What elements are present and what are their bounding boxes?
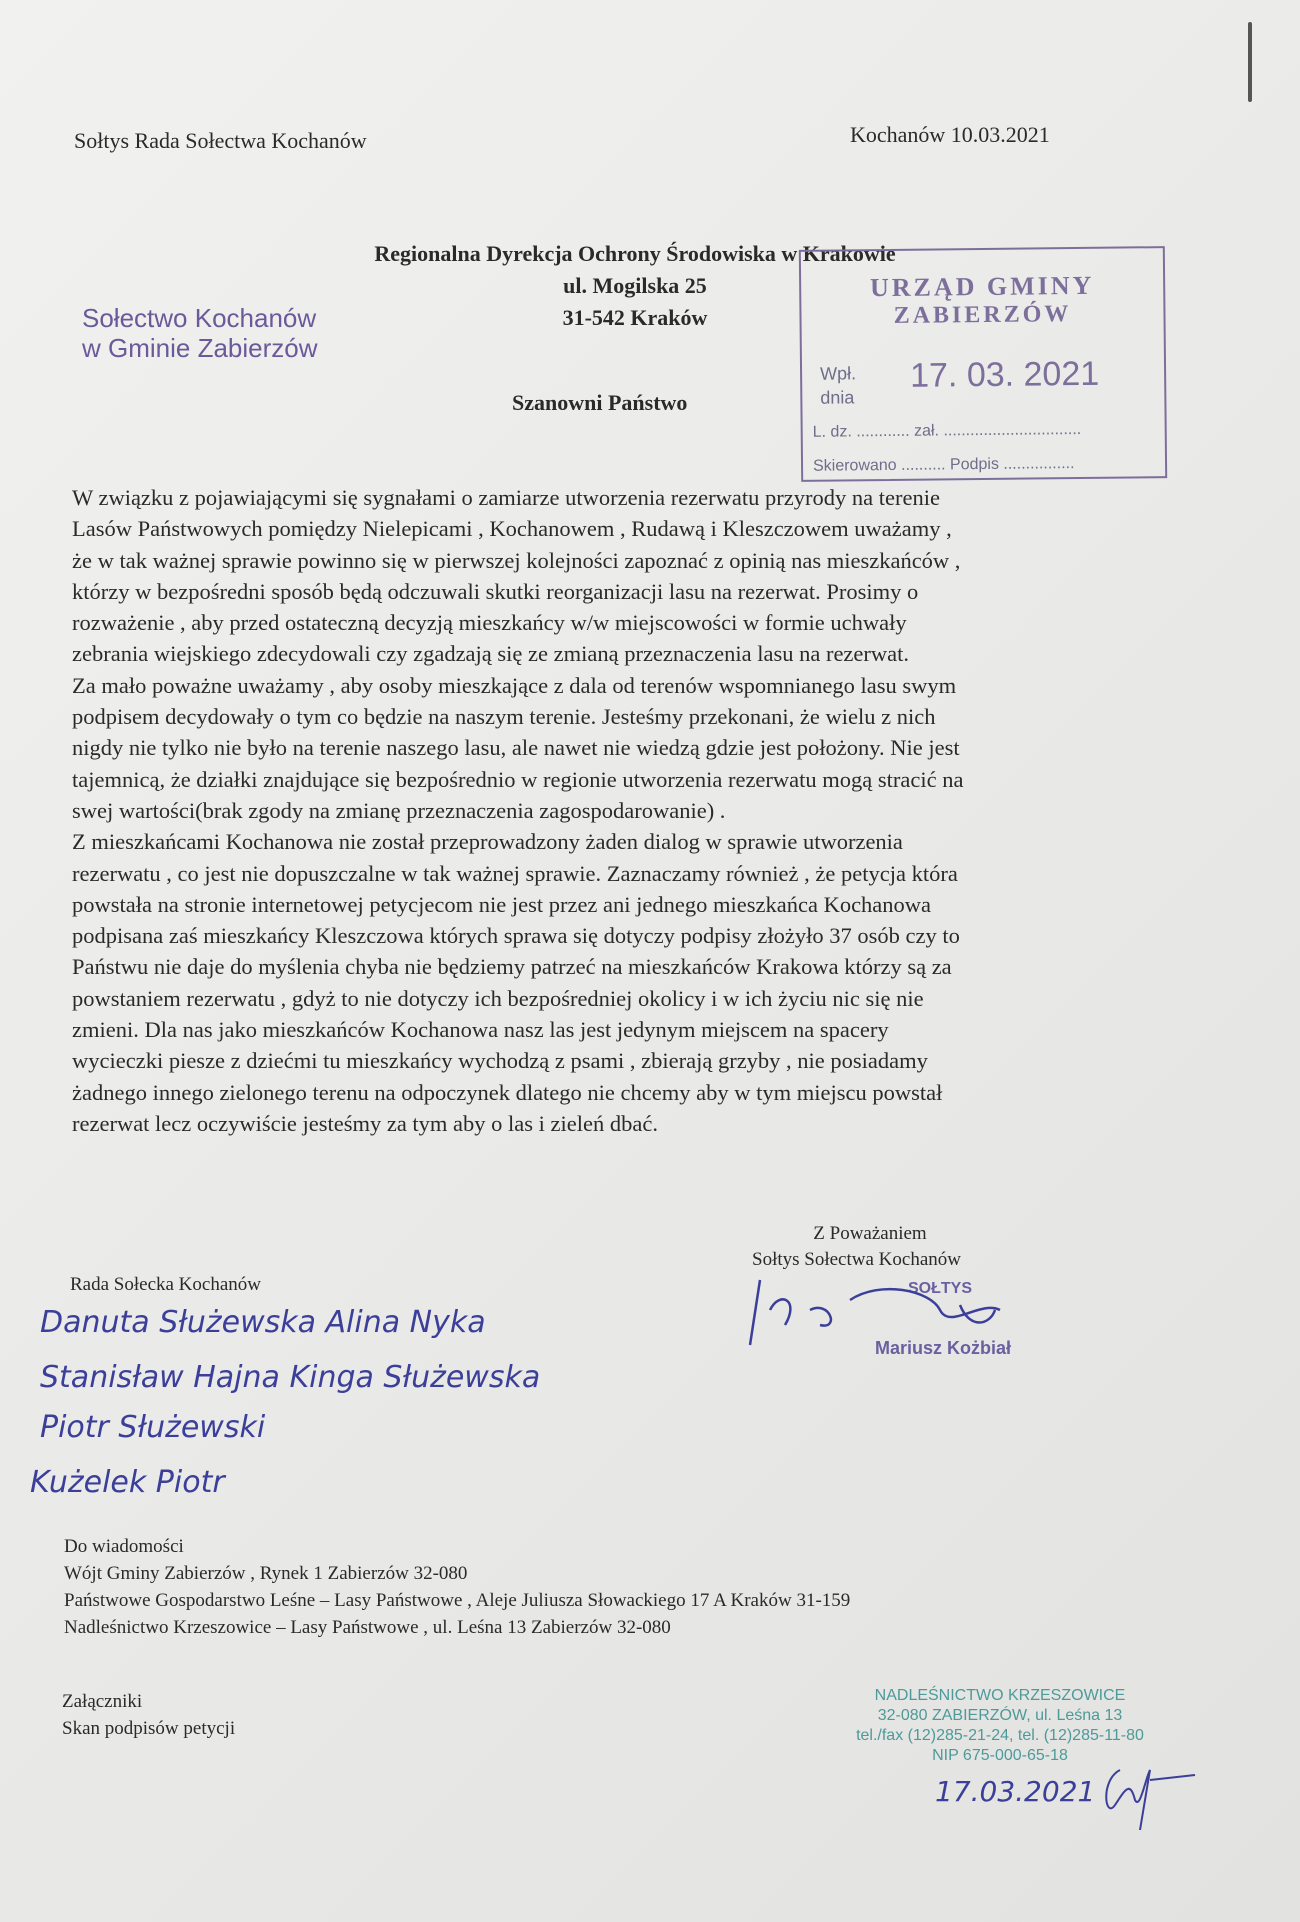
body-line: wycieczki piesze z dziećmi tu mieszkańcy wychodzą z psami , zbierają grzyby , nie posiadamy	[72, 1048, 928, 1074]
body-line: podpisana zaś mieszkańcy Kleszczowa których sprawa się dotyczy podpisy złożyło 37 osób czy to	[72, 923, 960, 949]
attachments-label: Załączniki	[62, 1691, 143, 1712]
body-line: powstaniem rezerwatu , gdyż to nie dotyczy ich bezpośredniej okolicy i w ich życiu nic się nie	[72, 985, 924, 1011]
body-line: podpisem decydowały o tym co będzie na naszym terenie. Jesteśmy przekonani, że wielu z nich	[72, 704, 936, 730]
body-line: rezerwatu , co jest nie dopuszczalne w tak ważnej sprawie. Zaznaczamy również , że petycja która	[72, 860, 958, 886]
signature: Kużelek Piotr	[30, 1465, 225, 1500]
stamp-line: tel./fax (12)285-21-24, tel. (12)285-11-80	[856, 1727, 1144, 1744]
stamp-line: w Gminie Zabierzów	[82, 333, 318, 363]
stamp-field: L. dz. ............ zał. ...............................	[812, 420, 1082, 441]
stamp-line: Sołectwo Kochanów	[82, 303, 317, 333]
stamp-line: NADLEŚNICTWO KRZESZOWICE	[874, 1687, 1126, 1704]
stamp-label: dnia	[820, 387, 855, 408]
cc-item: Wójt Gminy Zabierzów , Rynek 1 Zabierzów 32-080	[64, 1563, 468, 1584]
stamp-field: Skierowano .......... Podpis ................	[812, 455, 1075, 475]
closing-title: Sołtys Sołectwa Kochanów	[752, 1249, 961, 1270]
body-line: Państwu nie daje do myślenia chyba nie będziemy patrzeć na mieszkańców Krakowa którzy są za	[72, 954, 952, 980]
place-date: Kochanów 10.03.2021	[850, 122, 1050, 147]
stamp-line: 32-080 ZABIERZÓW, ul. Leśna 13	[877, 1707, 1123, 1724]
stamp-label: Wpł.	[819, 363, 857, 384]
attachment-item: Skan podpisów petycji	[62, 1718, 236, 1739]
body-line: rozważenie , aby przed ostateczną decyzją mieszkańcy w/w miejscowości w formie uchwały	[72, 610, 907, 636]
signature: Danuta Służewska Alina Nyka	[40, 1305, 486, 1340]
page-edge-clip	[1248, 22, 1252, 102]
signature: Stanisław Hajna Kinga Służewska	[40, 1360, 541, 1395]
cc-label: Do wiadomości	[64, 1536, 184, 1557]
cc-item: Nadleśnictwo Krzeszowice – Lasy Państwowe , ul. Leśna 13 Zabierzów 32-080	[64, 1617, 671, 1638]
closing-line: Z Poważaniem	[813, 1223, 927, 1244]
body-line: żadnego innego zielonego terenu na odpoczynek dlatego nie chcemy aby w tym miejscu powstał	[72, 1079, 943, 1105]
stamp-line: NIP 675-000-65-18	[932, 1747, 1068, 1764]
closing	[760, 1220, 980, 1247]
body-line: nigdy nie tylko nie było na terenie naszego lasu, ale nawet nie wiedzą gdzie jest położony. Nie jest	[72, 735, 960, 761]
sender-header: Sołtys Rada Sołectwa Kochanów	[74, 128, 367, 153]
body-line: zebrania wiejskiego zdecydowali czy zgadzają się ze zmianą przeznaczenia lasu na rezerwat.	[72, 641, 910, 667]
signature: Piotr Służewski	[40, 1410, 266, 1445]
body-line: Lasów Państwowych pomiędzy Nielepicami , Kochanowem , Rudawą i Kleszczowem uważamy ,	[72, 516, 952, 542]
body-line: że w tak ważnej sprawie powinno się w pierwszej kolejności zapoznać z opinią nas mieszkańców ,	[72, 547, 961, 573]
body-line: którzy w bezpośredni sposób będą odczuwali skutki reorganizacji lasu na rezerwat. Prosimy o	[72, 578, 919, 604]
recipient-line: Regionalna Dyrekcja Ochrony Środowiska w Krakowie	[374, 241, 896, 266]
letter-body	[72, 482, 1192, 1139]
body-line: powstała na stronie internetowej petycjecom nie jest przez ani jednego mieszkańca Kochanowa	[72, 891, 932, 917]
receipt-stamp	[799, 246, 1167, 482]
soltys-signature	[740, 1270, 1030, 1350]
body-line: tajemnicą, że działki znajdujące się bezpośrednio w regionie utworzenia rezerwatu mogą stracić na	[72, 766, 964, 792]
handwritten-date: 17.03.2021	[935, 1775, 1096, 1808]
cc-item: Państwowe Gospodarstwo Leśne – Lasy Państwowe , Aleje Juliusza Słowackiego 17 A Kraków 31-159	[64, 1590, 851, 1611]
attachments	[62, 1688, 235, 1742]
soltys-stamp-name: Mariusz Kożbiał	[875, 1338, 1012, 1358]
body-line: Za mało poważne uważamy , aby osoby mieszkające z dala od terenów wspomnianego lasu swym	[72, 672, 957, 698]
forestry-signature	[1100, 1750, 1200, 1830]
recipient-line: 31-542 Kraków	[562, 305, 708, 330]
stamp-title: URZĄD GMINY	[869, 270, 1095, 303]
sender-stamp	[82, 303, 318, 363]
body-line: W związku z pojawiającymi się sygnałami o zamiarze utworzenia rezerwatu przyrody na terenie	[72, 485, 940, 510]
body-line: zmieni. Dla nas jako mieszkańców Kochanowa nasz las jest jedynym miejscem na spacery	[72, 1017, 889, 1043]
body-line: Z mieszkańcami Kochanowa nie został przeprowadzony żaden dialog w sprawie utworzenia	[72, 829, 903, 855]
cc-block	[64, 1533, 850, 1641]
council-label: Rada Sołecka Kochanów	[70, 1274, 261, 1295]
soltys-stamp-title: SOŁTYS	[908, 1280, 973, 1297]
salutation: Szanowni Państwo	[512, 390, 688, 415]
body-line: rezerwat lecz oczywiście jesteśmy za tym aby o las i zieleń dbać.	[72, 1110, 658, 1136]
body-line: swej wartości(brak zgody na zmianę przeznaczenia zagospodarowanie) .	[72, 797, 726, 823]
stamp-title: ZABIERZÓW	[893, 301, 1072, 329]
recipient-line: ul. Mogilska 25	[563, 273, 707, 298]
stamp-date: 17. 03. 2021	[909, 354, 1100, 395]
